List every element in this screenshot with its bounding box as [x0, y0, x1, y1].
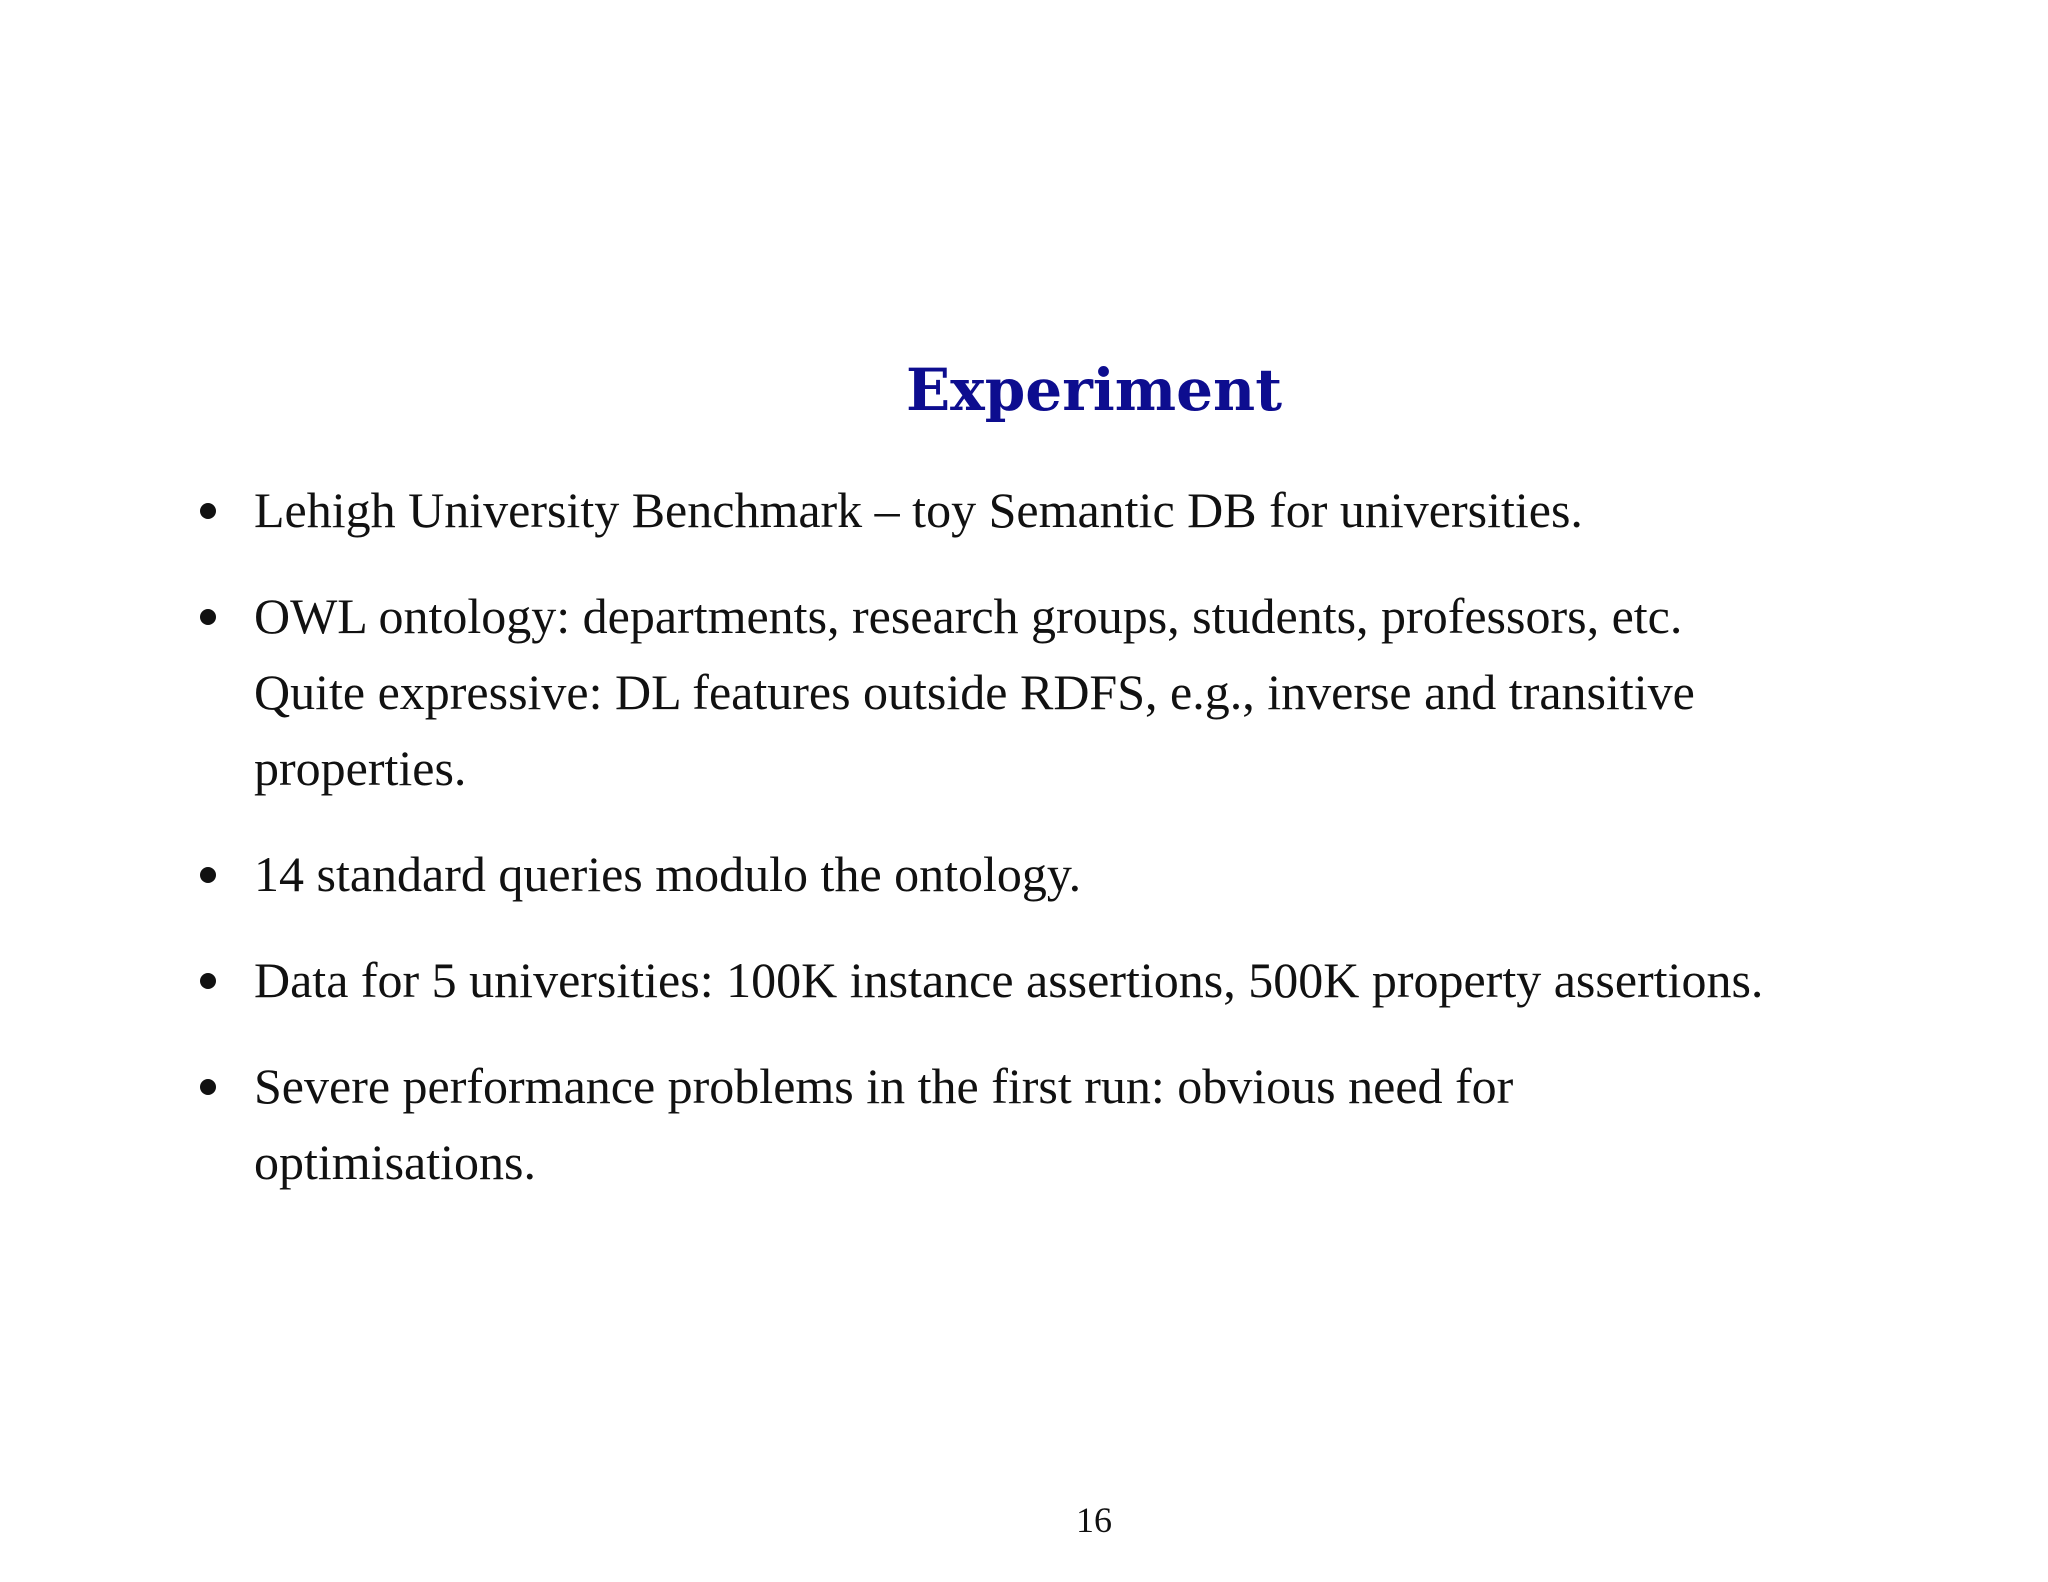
bullet-line: OWL ontology: departments, research groups, students, professors, etc.: [254, 588, 1683, 644]
page-number: 16: [1076, 1500, 1112, 1540]
bullet-item: [196, 836, 2036, 912]
bullet-dot-icon: [200, 867, 216, 883]
bullet-item: [196, 942, 2036, 1018]
bullet-line: 14 standard queries modulo the ontology.: [254, 846, 1082, 902]
bullet-dot-icon: [200, 609, 216, 625]
bullet-line: Data for 5 universities: 100K instance assertions, 500K property assertions.: [254, 952, 1764, 1008]
bullet-list: [196, 472, 2036, 1230]
bullet-line: Quite expressive: DL features outside RDFS, e.g., inverse and transitive: [254, 664, 1695, 720]
bullet-line: Severe performance problems in the first run: obvious need for: [254, 1058, 1514, 1114]
bullet-item: [196, 472, 2036, 548]
bullet-item: [196, 1048, 2036, 1200]
bullet-line: Lehigh University Benchmark – toy Semantic DB for universities.: [254, 482, 1583, 538]
slide-title: Experiment: [905, 356, 1283, 424]
bullet-item: [196, 578, 2036, 806]
bullet-dot-icon: [200, 1079, 216, 1095]
bullet-line: optimisations.: [254, 1134, 536, 1190]
bullet-dot-icon: [200, 973, 216, 989]
bullet-dot-icon: [200, 503, 216, 519]
bullet-line: properties.: [254, 740, 467, 796]
